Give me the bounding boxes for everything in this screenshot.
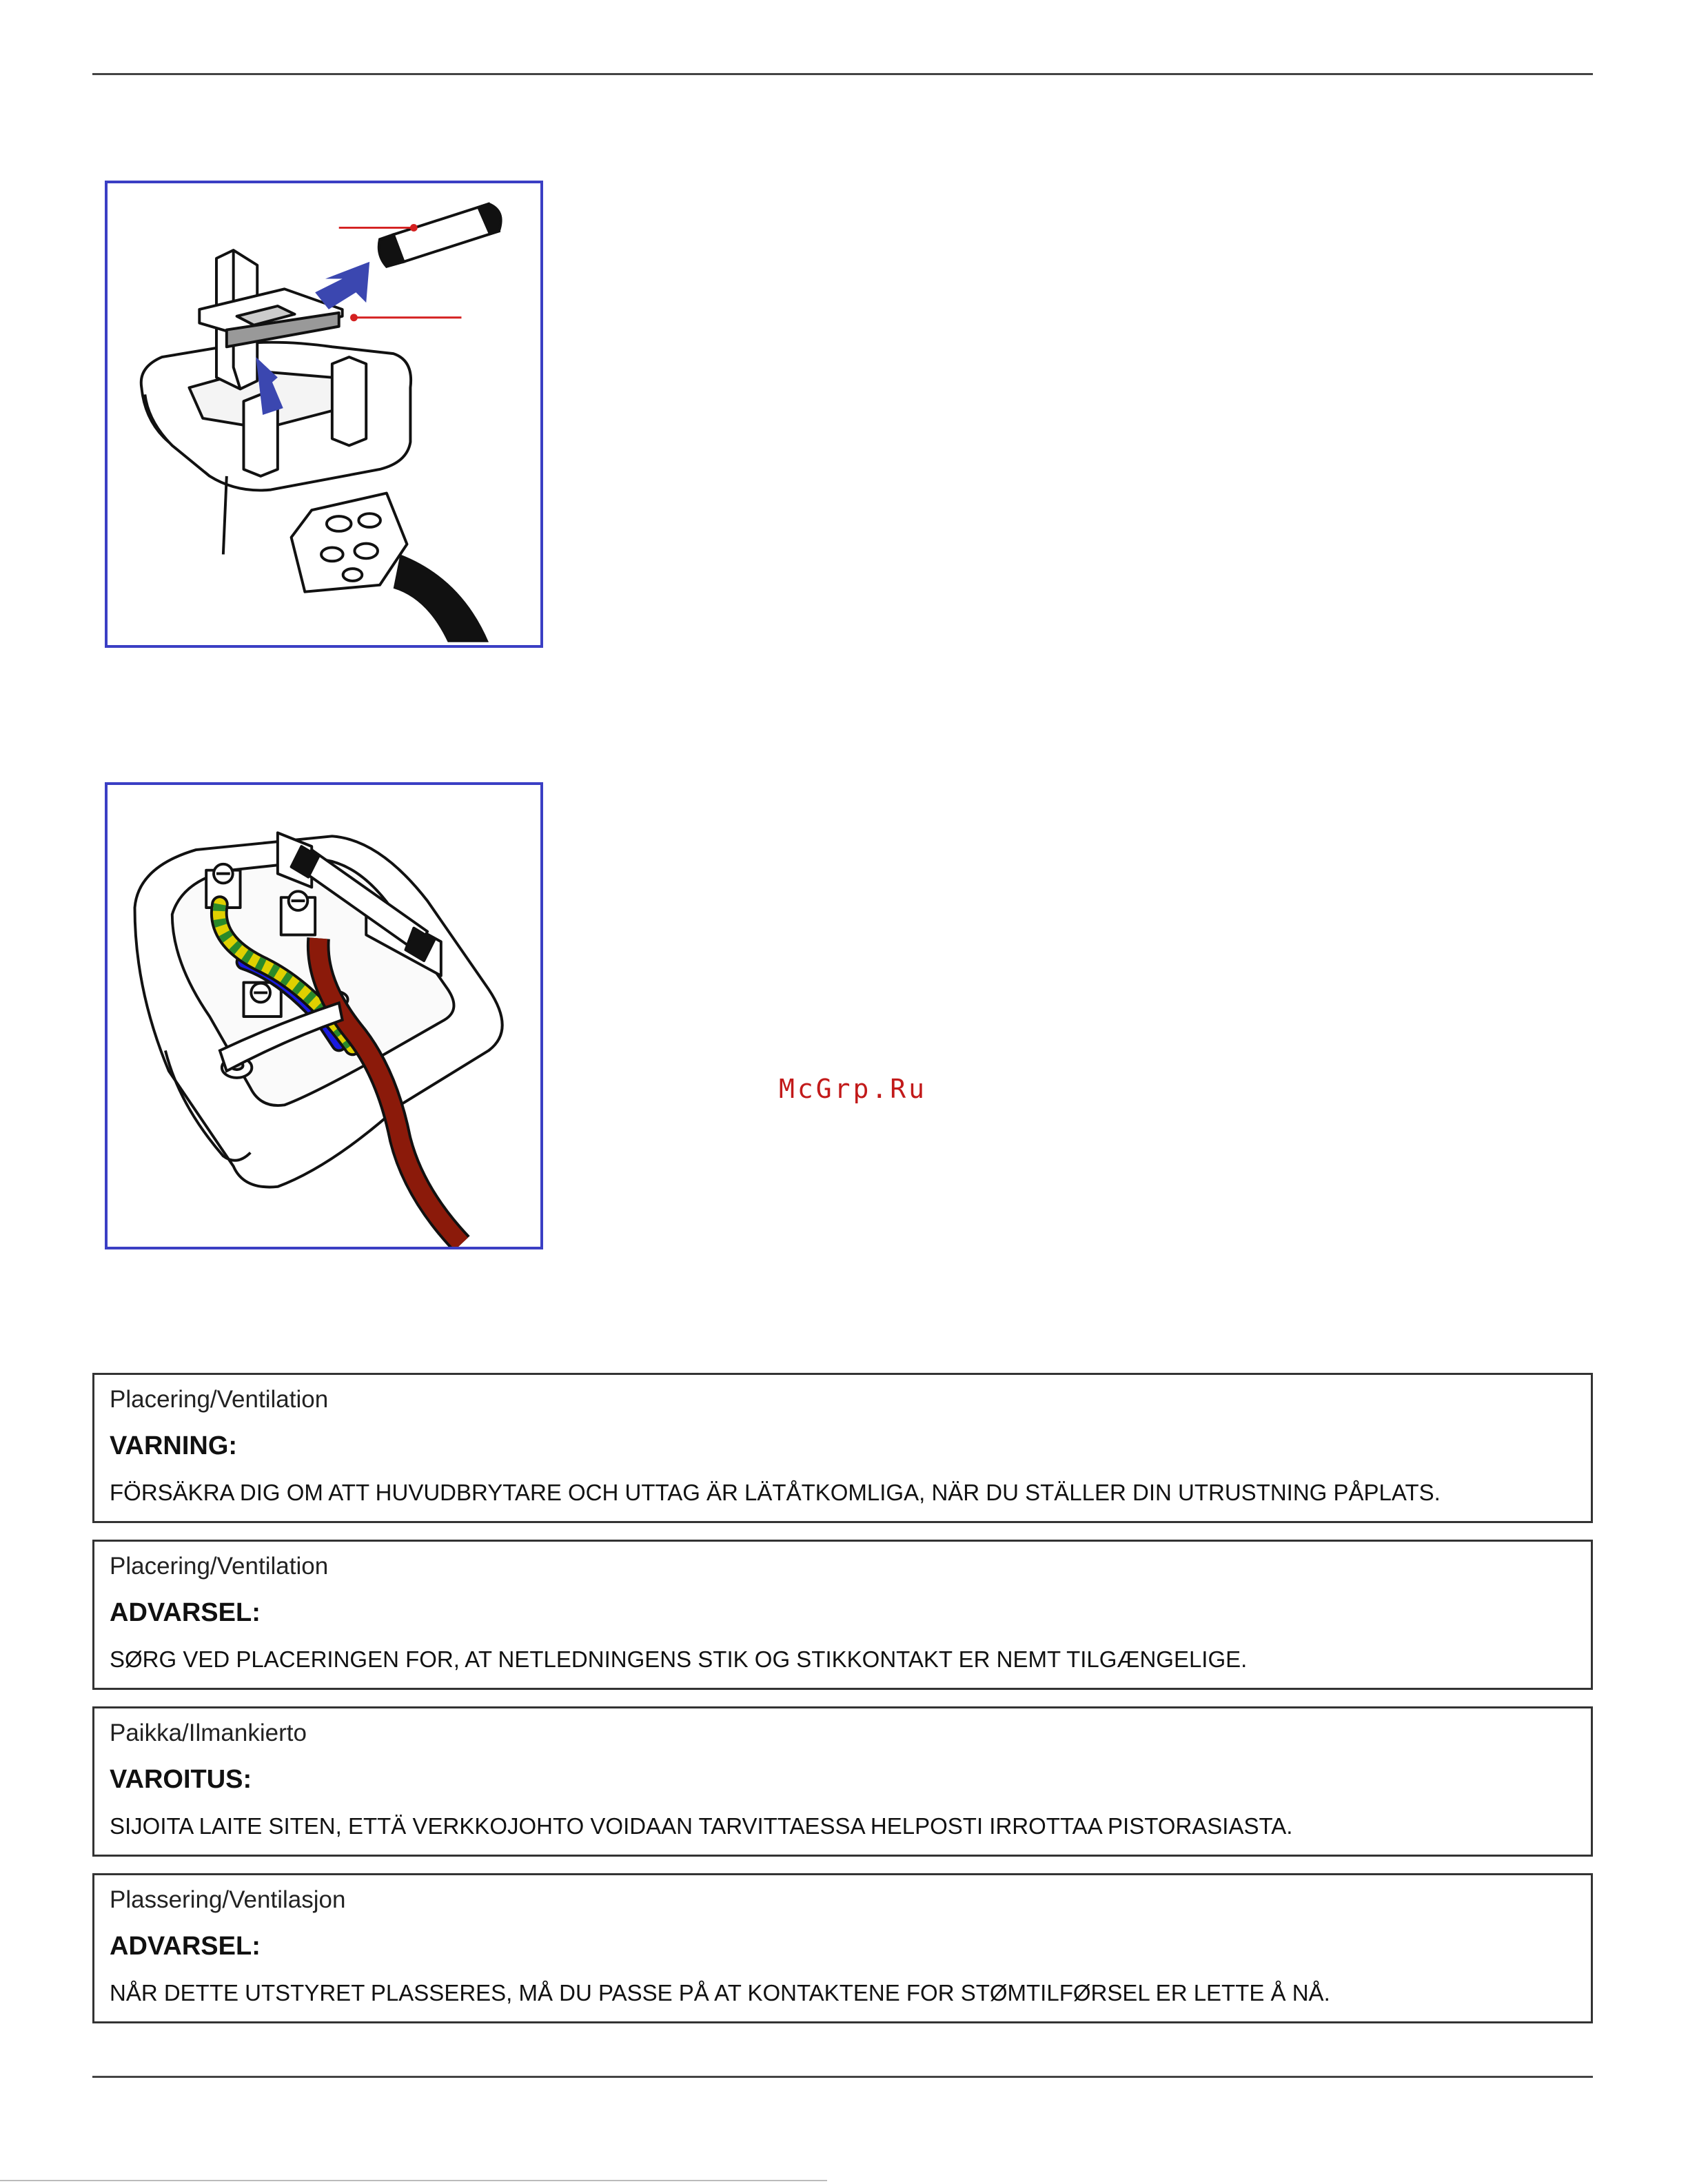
notice-box-swedish bbox=[92, 1373, 1593, 1523]
notice-heading: Placering/Ventilation bbox=[110, 1386, 329, 1413]
plug-wiring-icon bbox=[108, 785, 540, 1247]
notice-label: ADVARSEL: bbox=[110, 1932, 261, 1961]
top-rule bbox=[92, 73, 1593, 75]
notice-heading: Plassering/Ventilasjon bbox=[110, 1886, 346, 1913]
notice-body: SØRG VED PLACERINGEN FOR, AT NETLEDNINGENS STIK OG STIKKONTAKT ER NEMT TILGÆNGELIGE. bbox=[110, 1646, 1248, 1672]
notice-body: FÖRSÄKRA DIG OM ATT HUVUDBRYTARE OCH UTTAG ÄR LÄTÅTKOMLIGA, NÄR DU STÄLLER DIN UTRUSTNING PÅPLATS. bbox=[110, 1480, 1441, 1505]
notice-body: SIJOITA LAITE SITEN, ETTÄ VERKKOJOHTO VOIDAAN TARVITTAESSA HELPOSTI IRROTTAA PISTORASIASTA. bbox=[110, 1813, 1293, 1839]
plug-fuse-icon bbox=[108, 183, 540, 645]
notice-label: VAROITUS: bbox=[110, 1765, 252, 1794]
notice-heading: Paikka/Ilmankierto bbox=[110, 1719, 307, 1746]
page-edge-line bbox=[0, 2180, 827, 2181]
watermark: McGrp.Ru bbox=[779, 1074, 928, 1104]
fuse-removal-illustration bbox=[105, 181, 543, 648]
notice-box-danish bbox=[92, 1540, 1593, 1690]
notice-label: VARNING: bbox=[110, 1431, 238, 1460]
plug-wiring-illustration bbox=[105, 782, 543, 1249]
notice-heading: Placering/Ventilation bbox=[110, 1553, 329, 1580]
notice-body: NÅR DETTE UTSTYRET PLASSERES, MÅ DU PASSE PÅ AT KONTAKTENE FOR STØMTILFØRSEL ER LETTE Å NÅ. bbox=[110, 1980, 1330, 2006]
bottom-rule bbox=[92, 2076, 1593, 2078]
notice-box-norwegian bbox=[92, 1873, 1593, 2023]
notice-label: ADVARSEL: bbox=[110, 1598, 261, 1627]
notice-box-finnish bbox=[92, 1706, 1593, 1857]
